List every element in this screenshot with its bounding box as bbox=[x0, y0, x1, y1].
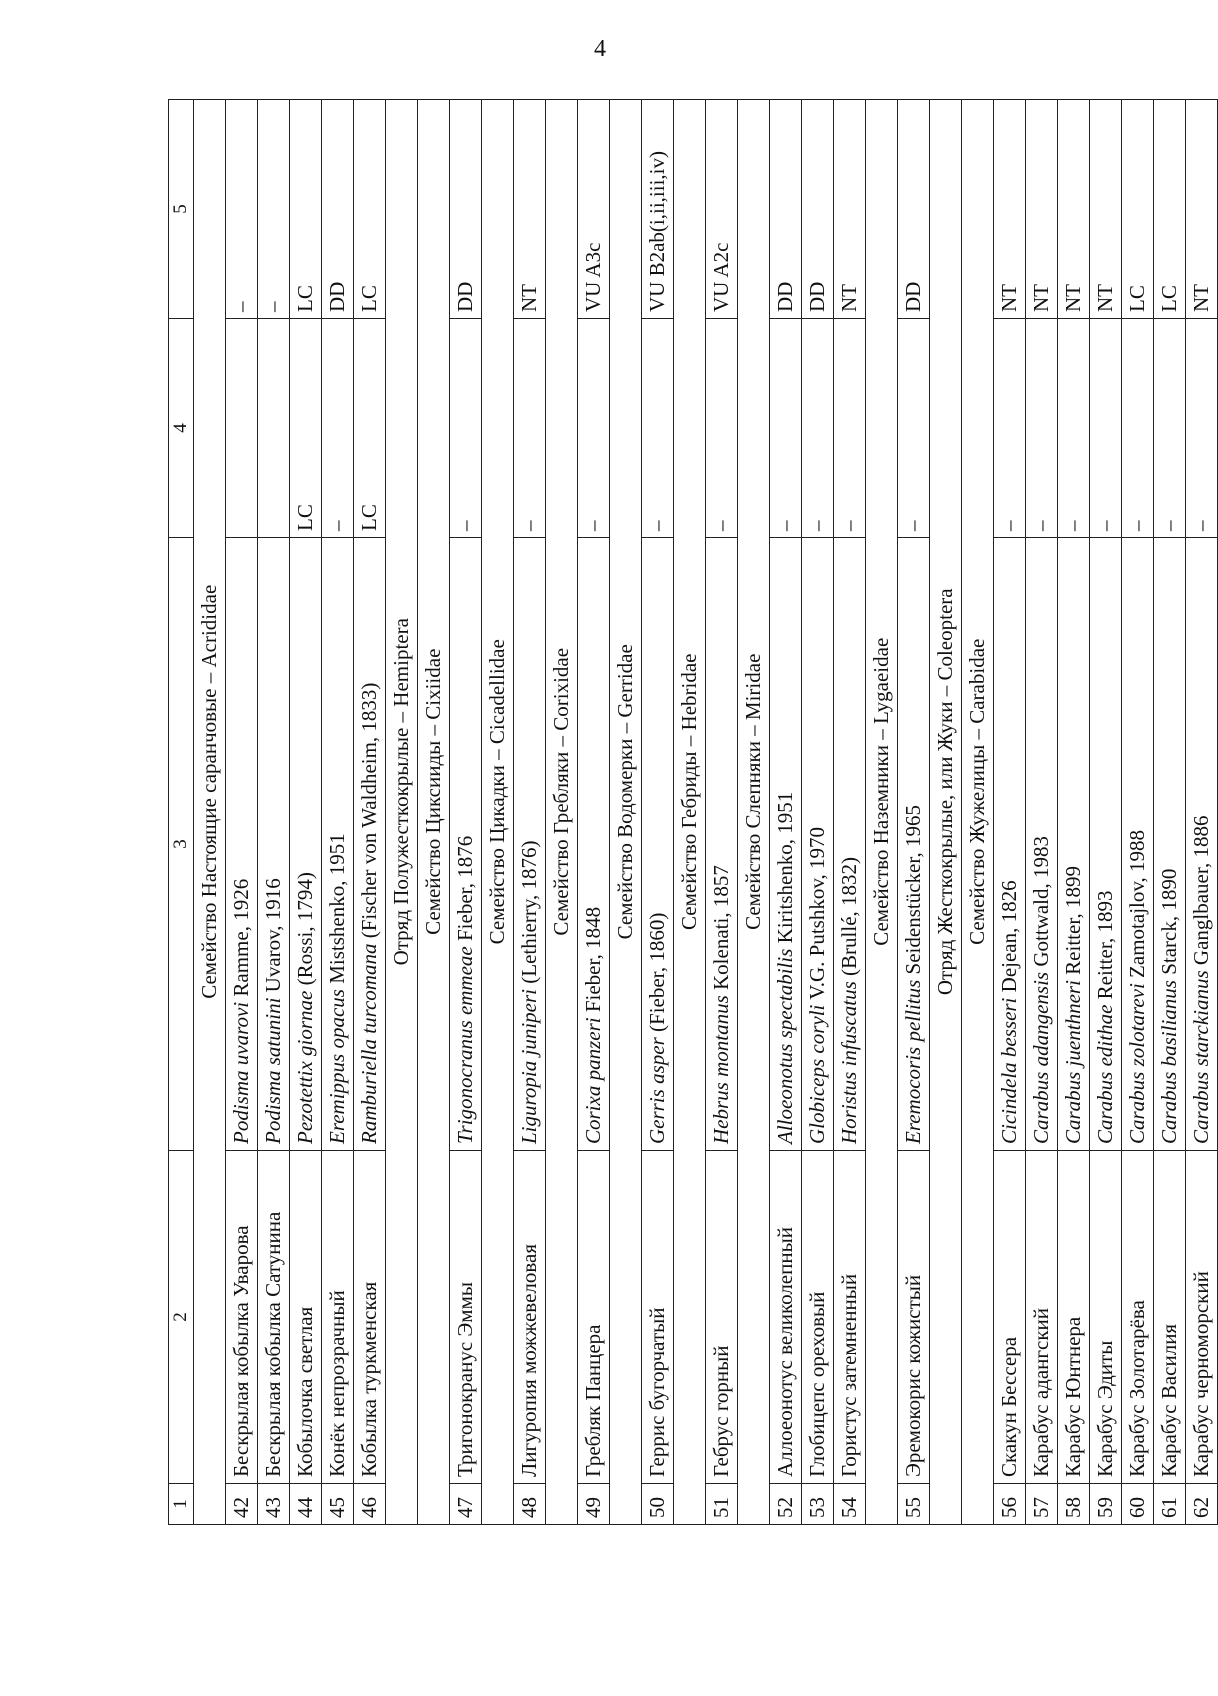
species-author: Reitter, 1899 bbox=[1061, 866, 1085, 981]
latin-name-cell bbox=[1026, 538, 1058, 1151]
row-number: 56 bbox=[994, 1484, 1026, 1525]
species-author: (Fischer von Waldheim, 1833) bbox=[357, 682, 381, 944]
row-number: 44 bbox=[290, 1484, 322, 1525]
row-number: 57 bbox=[1026, 1484, 1058, 1525]
species-author: V.G. Putshkov, 1970 bbox=[805, 827, 829, 1005]
russian-name: Геррис бугорчатый bbox=[642, 1151, 674, 1484]
russian-name: Лигуропия можжевеловая bbox=[514, 1151, 546, 1484]
section-title: Семейство Водомерки – Gerridae bbox=[610, 100, 642, 1484]
row-number: 42 bbox=[226, 1484, 258, 1525]
species-author: Mistshenko, 1951 bbox=[325, 833, 349, 990]
latin-species-name: Alloeonotus spectabilis bbox=[773, 948, 797, 1144]
row-number: 53 bbox=[802, 1484, 834, 1525]
latin-name-cell bbox=[450, 538, 482, 1151]
status-col-5: DD bbox=[770, 100, 802, 319]
latin-species-name: Carabus zolotarevi bbox=[1125, 983, 1149, 1144]
russian-name: Гебрус горный bbox=[706, 1151, 738, 1484]
section-row bbox=[386, 100, 418, 1525]
table-row bbox=[514, 100, 546, 1525]
species-author: (Rossi, 1794) bbox=[293, 872, 317, 991]
status-col-4: – bbox=[1186, 319, 1218, 538]
status-col-4: – bbox=[994, 319, 1026, 538]
section-title: Семейство Циксииды – Cixiidae bbox=[418, 100, 450, 1484]
table-row bbox=[1026, 100, 1058, 1525]
russian-name: Гребляк Панцера bbox=[578, 1151, 610, 1484]
status-col-5: NT bbox=[1186, 100, 1218, 319]
header-col-4: 4 bbox=[169, 319, 194, 538]
row-number: 43 bbox=[258, 1484, 290, 1525]
species-author: (Brullé, 1832) bbox=[837, 856, 861, 982]
latin-name-cell bbox=[1186, 538, 1218, 1151]
russian-name: Скакун Бессера bbox=[994, 1151, 1026, 1484]
latin-name-cell bbox=[1154, 538, 1186, 1151]
russian-name: Бескрылая кобылка Уварова bbox=[226, 1151, 258, 1484]
status-col-5: NT bbox=[1026, 100, 1058, 319]
species-table bbox=[168, 99, 1218, 1525]
latin-name-cell bbox=[1122, 538, 1154, 1151]
species-author: Kiritshenko, 1951 bbox=[773, 791, 797, 949]
status-col-4: – bbox=[1122, 319, 1154, 538]
latin-species-name: Carabus juenthneri bbox=[1061, 980, 1085, 1144]
status-col-4: – bbox=[642, 319, 674, 538]
latin-name-cell bbox=[706, 538, 738, 1151]
table-row bbox=[802, 100, 834, 1525]
russian-name: Карабус Золотарёва bbox=[1122, 1151, 1154, 1484]
latin-species-name: Eremocoris pellitus bbox=[901, 979, 925, 1144]
latin-species-name: Gerris asper bbox=[645, 1037, 669, 1144]
latin-name-cell bbox=[258, 538, 290, 1151]
latin-species-name: Carabus basilianus bbox=[1157, 980, 1181, 1144]
russian-name: Карабус Эдиты bbox=[1090, 1151, 1122, 1484]
section-row bbox=[866, 100, 898, 1525]
russian-name: Карабус черноморский bbox=[1186, 1151, 1218, 1484]
status-col-4: – bbox=[514, 319, 546, 538]
latin-species-name: Cicindela besseri bbox=[997, 997, 1021, 1144]
section-row bbox=[930, 100, 962, 1525]
latin-species-name: Pezotettix giornae bbox=[293, 990, 317, 1144]
row-number: 49 bbox=[578, 1484, 610, 1525]
species-author: Uvarov, 1916 bbox=[261, 878, 285, 998]
section-row bbox=[482, 100, 514, 1525]
status-col-5: NT bbox=[834, 100, 866, 319]
russian-name: Карабус адангский bbox=[1026, 1151, 1058, 1484]
russian-name: Карабус Василия bbox=[1154, 1151, 1186, 1484]
table-row bbox=[258, 100, 290, 1525]
section-title: Отряд Жесткокрылые, или Жуки – Coleoptera bbox=[930, 100, 962, 1484]
section-row bbox=[962, 100, 994, 1525]
status-col-4: – bbox=[1058, 319, 1090, 538]
row-number: 45 bbox=[322, 1484, 354, 1525]
section-blank-cell bbox=[386, 1484, 418, 1525]
species-author: (Lethierry, 1876) bbox=[517, 840, 541, 989]
row-number: 54 bbox=[834, 1484, 866, 1525]
section-row bbox=[738, 100, 770, 1525]
status-col-5: NT bbox=[994, 100, 1026, 319]
table-row bbox=[578, 100, 610, 1525]
table-row bbox=[322, 100, 354, 1525]
latin-species-name: Globiceps coryli bbox=[805, 1004, 829, 1144]
russian-name: Кобылка туркменская bbox=[354, 1151, 386, 1484]
status-col-4: – bbox=[322, 319, 354, 538]
status-col-4: – bbox=[1154, 319, 1186, 538]
species-author: Starck, 1890 bbox=[1157, 868, 1181, 981]
status-col-4 bbox=[226, 319, 258, 538]
header-col-1: 1 bbox=[169, 1484, 194, 1525]
status-col-4: – bbox=[834, 319, 866, 538]
row-number: 55 bbox=[898, 1484, 930, 1525]
header-row bbox=[169, 100, 194, 1525]
latin-species-name: Liguropia juniperi bbox=[517, 989, 541, 1144]
species-author: Gottwald, 1983 bbox=[1029, 835, 1053, 972]
status-col-5: – bbox=[258, 100, 290, 319]
section-title: Отряд Полужесткокрылые – Hemiptera bbox=[386, 100, 418, 1484]
row-number: 51 bbox=[706, 1484, 738, 1525]
section-blank-cell bbox=[962, 1484, 994, 1525]
row-number: 60 bbox=[1122, 1484, 1154, 1525]
table-row bbox=[770, 100, 802, 1525]
section-blank-cell bbox=[674, 1484, 706, 1525]
status-col-5: DD bbox=[450, 100, 482, 319]
species-author: Ramme, 1926 bbox=[229, 878, 253, 1002]
russian-name: Аллоеонотус великолепный bbox=[770, 1151, 802, 1484]
section-row bbox=[546, 100, 578, 1525]
species-author: Fieber, 1876 bbox=[453, 835, 477, 947]
row-number: 52 bbox=[770, 1484, 802, 1525]
status-col-5: LC bbox=[290, 100, 322, 319]
species-author: (Fieber, 1860) bbox=[645, 912, 669, 1038]
latin-name-cell bbox=[354, 538, 386, 1151]
status-col-5: LC bbox=[1122, 100, 1154, 319]
status-col-4: – bbox=[706, 319, 738, 538]
section-row bbox=[610, 100, 642, 1525]
latin-name-cell bbox=[770, 538, 802, 1151]
russian-name: Кобылочка светлая bbox=[290, 1151, 322, 1484]
table-row bbox=[1186, 100, 1218, 1525]
section-row bbox=[674, 100, 706, 1525]
row-number: 48 bbox=[514, 1484, 546, 1525]
latin-species-name: Hebrus montanus bbox=[709, 995, 733, 1144]
latin-name-cell bbox=[898, 538, 930, 1151]
section-blank-cell bbox=[610, 1484, 642, 1525]
status-col-5: NT bbox=[1090, 100, 1122, 319]
species-author: Fieber, 1848 bbox=[581, 906, 605, 1018]
status-col-4 bbox=[258, 319, 290, 538]
page-number: 4 bbox=[594, 36, 606, 62]
section-blank-cell bbox=[194, 1484, 226, 1525]
header-col-5: 5 bbox=[169, 100, 194, 319]
rotated-table-container bbox=[168, 125, 1213, 1525]
rotated-table-wrapper bbox=[168, 125, 1213, 1525]
species-author: Reitter, 1893 bbox=[1093, 890, 1117, 1005]
table-row bbox=[1058, 100, 1090, 1525]
latin-name-cell bbox=[802, 538, 834, 1151]
latin-name-cell bbox=[226, 538, 258, 1151]
table-row bbox=[450, 100, 482, 1525]
status-col-5: DD bbox=[322, 100, 354, 319]
latin-species-name: Horistus infuscatus bbox=[837, 981, 861, 1144]
table-row bbox=[642, 100, 674, 1525]
russian-name: Конёк непрозрачный bbox=[322, 1151, 354, 1484]
species-author: Kolenati, 1857 bbox=[709, 865, 733, 996]
section-title: Семейство Гебриды – Hebridae bbox=[674, 100, 706, 1484]
status-col-4: – bbox=[450, 319, 482, 538]
header-col-2: 2 bbox=[169, 1151, 194, 1484]
status-col-4: – bbox=[578, 319, 610, 538]
latin-species-name: Carabus adangensis bbox=[1029, 971, 1053, 1144]
section-row bbox=[418, 100, 450, 1525]
status-col-4: – bbox=[898, 319, 930, 538]
species-author: Zamotajlov, 1988 bbox=[1125, 829, 1149, 984]
header-col-3: 3 bbox=[169, 538, 194, 1151]
table-row bbox=[898, 100, 930, 1525]
status-col-4: – bbox=[802, 319, 834, 538]
status-col-5: VU B2ab(i,ii,iii,iv) bbox=[642, 100, 674, 319]
russian-name: Эремокорис кожистый bbox=[898, 1151, 930, 1484]
table-row bbox=[290, 100, 322, 1525]
section-blank-cell bbox=[418, 1484, 450, 1525]
table-row bbox=[1122, 100, 1154, 1525]
latin-name-cell bbox=[290, 538, 322, 1151]
status-col-5: LC bbox=[354, 100, 386, 319]
status-col-5: VU A3c bbox=[578, 100, 610, 319]
russian-name: Гористус затемненный bbox=[834, 1151, 866, 1484]
status-col-4: LC bbox=[354, 319, 386, 538]
section-title: Семейство Гребляки – Corixidae bbox=[546, 100, 578, 1484]
row-number: 58 bbox=[1058, 1484, 1090, 1525]
section-title: Семейство Наземники – Lygaeidae bbox=[866, 100, 898, 1484]
latin-species-name: Podisma uvarovi bbox=[229, 1001, 253, 1144]
latin-name-cell bbox=[834, 538, 866, 1151]
section-title: Семейство Настоящие саранчовые – Acrididae bbox=[194, 100, 226, 1484]
section-title: Семейство Цикадки – Cicadellidae bbox=[482, 100, 514, 1484]
latin-species-name: Podisma satunini bbox=[261, 997, 285, 1144]
latin-name-cell bbox=[994, 538, 1026, 1151]
species-table-body bbox=[169, 100, 1218, 1525]
latin-name-cell bbox=[578, 538, 610, 1151]
table-row bbox=[994, 100, 1026, 1525]
status-col-5: LC bbox=[1154, 100, 1186, 319]
species-author: Ganglbauer, 1886 bbox=[1189, 815, 1213, 971]
table-row bbox=[1090, 100, 1122, 1525]
table-row bbox=[706, 100, 738, 1525]
row-number: 61 bbox=[1154, 1484, 1186, 1525]
section-title: Семейство Жужелицы – Carabidae bbox=[962, 100, 994, 1484]
row-number: 59 bbox=[1090, 1484, 1122, 1525]
latin-name-cell bbox=[642, 538, 674, 1151]
table-row bbox=[226, 100, 258, 1525]
latin-species-name: Eremippus opacus bbox=[325, 989, 349, 1144]
section-blank-cell bbox=[738, 1484, 770, 1525]
table-row bbox=[834, 100, 866, 1525]
section-row bbox=[194, 100, 226, 1525]
section-blank-cell bbox=[930, 1484, 962, 1525]
section-title: Семейство Слепняки – Miridae bbox=[738, 100, 770, 1484]
status-col-5: DD bbox=[898, 100, 930, 319]
status-col-4: – bbox=[1026, 319, 1058, 538]
latin-species-name: Ramburiella turcomana bbox=[357, 943, 381, 1144]
status-col-5: VU A2c bbox=[706, 100, 738, 319]
latin-species-name: Trigonocranus emmeae bbox=[453, 946, 477, 1144]
russian-name: Карабус Юнтнера bbox=[1058, 1151, 1090, 1484]
species-author: Seidenstücker, 1965 bbox=[901, 804, 925, 980]
latin-species-name: Corixa panzeri bbox=[581, 1017, 605, 1144]
section-blank-cell bbox=[866, 1484, 898, 1525]
section-blank-cell bbox=[482, 1484, 514, 1525]
species-author: Dejean, 1826 bbox=[997, 880, 1021, 998]
row-number: 50 bbox=[642, 1484, 674, 1525]
latin-name-cell bbox=[1058, 538, 1090, 1151]
table-row bbox=[354, 100, 386, 1525]
latin-name-cell bbox=[514, 538, 546, 1151]
table-row bbox=[1154, 100, 1186, 1525]
latin-name-cell bbox=[1090, 538, 1122, 1151]
status-col-5: NT bbox=[514, 100, 546, 319]
status-col-5: DD bbox=[802, 100, 834, 319]
row-number: 62 bbox=[1186, 1484, 1218, 1525]
latin-species-name: Carabus starckianus bbox=[1189, 970, 1213, 1144]
row-number: 46 bbox=[354, 1484, 386, 1525]
status-col-4: – bbox=[1090, 319, 1122, 538]
latin-species-name: Carabus edithae bbox=[1093, 1004, 1117, 1144]
status-col-4: – bbox=[770, 319, 802, 538]
status-col-5: – bbox=[226, 100, 258, 319]
latin-name-cell bbox=[322, 538, 354, 1151]
row-number: 47 bbox=[450, 1484, 482, 1525]
russian-name: Тригонокранус Эммы bbox=[450, 1151, 482, 1484]
russian-name: Бескрылая кобылка Сатунина bbox=[258, 1151, 290, 1484]
russian-name: Глобицепс ореховый bbox=[802, 1151, 834, 1484]
status-col-5: NT bbox=[1058, 100, 1090, 319]
status-col-4: LC bbox=[290, 319, 322, 538]
section-blank-cell bbox=[546, 1484, 578, 1525]
